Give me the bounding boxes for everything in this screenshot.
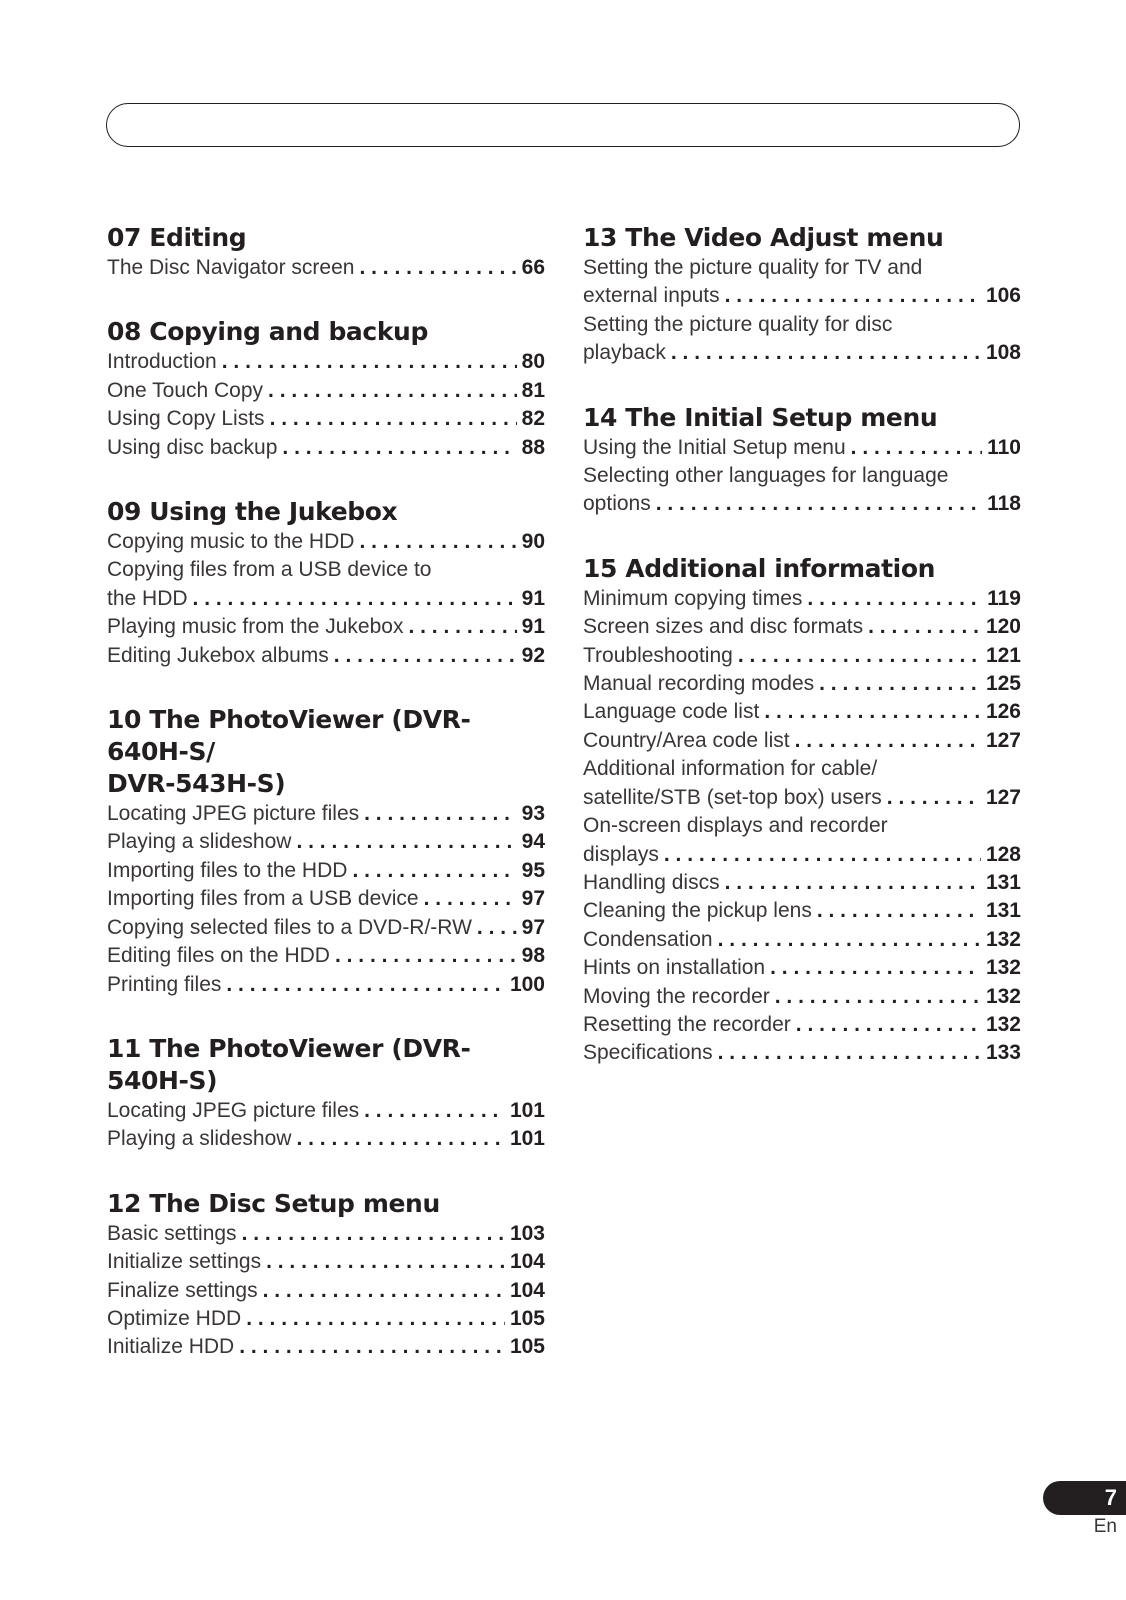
toc-entry-label[interactable]: Copying selected files to a DVD-R/-RW [107,915,472,939]
toc-entry[interactable] [583,1039,1021,1067]
toc-entry-page[interactable]: 94 [521,830,545,854]
toc-entry-page[interactable]: 97 [521,915,545,939]
toc-entry-page[interactable]: 128 [985,842,1021,866]
toc-entry-page[interactable]: 119 [987,586,1021,610]
toc-entry[interactable] [583,282,1021,310]
toc-entry-label[interactable]: Initialize settings [107,1250,262,1274]
toc-entry-page[interactable]: 105 [509,1335,545,1359]
leader-dots [868,613,981,641]
toc-entry-label[interactable]: Editing files on the HDD [107,944,330,968]
leader-dots [424,885,517,913]
leader-dots [359,254,516,282]
section-heading: 14 The Initial Setup menu [583,402,938,432]
leader-dots [725,869,981,897]
toc-section [107,496,545,670]
toc-entry-page[interactable]: 103 [509,1221,545,1245]
leader-dots [671,339,981,367]
header-banner-box [106,103,1020,147]
leader-dots [796,1011,981,1039]
toc-entry-page[interactable]: 97 [521,887,545,911]
leader-dots [851,434,982,462]
leader-dots [270,405,517,433]
toc-entry[interactable] [107,585,545,613]
toc-entry-label[interactable]: the HDD [107,586,188,610]
toc-entry-label[interactable]: Using Copy Lists [107,407,265,431]
toc-entry-lead[interactable]: On-screen displays and recorder [583,814,888,838]
leader-dots [268,377,517,405]
toc-entry-label[interactable]: Editing Jukebox albums [107,643,329,667]
toc-entry-page[interactable]: 133 [985,1041,1021,1065]
toc-entry-label[interactable]: Handling discs [583,870,720,894]
toc-entry-label[interactable]: Manual recording modes [583,672,815,696]
toc-entry[interactable] [107,885,545,913]
toc-entry-label[interactable]: The Disc Navigator screen [107,256,355,279]
toc-entry-label[interactable]: Playing music from the Jukebox [107,615,404,639]
section-heading: 13 The Video Adjust menu [583,223,944,252]
leader-dots [775,983,981,1011]
toc-entry[interactable] [107,434,545,462]
toc-entry-label[interactable]: Moving the recorder [583,984,770,1008]
toc-entry[interactable] [107,942,545,970]
toc-entry[interactable] [107,613,545,641]
toc-entry-label[interactable]: Copying music to the HDD [107,530,355,554]
toc-entry[interactable] [583,784,1021,812]
leader-dots [477,914,517,942]
leader-dots [296,828,516,856]
toc-entry-label[interactable]: Country/Area code list [583,728,790,752]
section-heading: 10 The PhotoViewer (DVR-640H-S/ [107,705,471,767]
toc-entry-page[interactable]: 101 [509,1098,545,1122]
toc-entry[interactable] [107,642,545,670]
toc-section [583,553,1021,1068]
toc-entry[interactable] [107,1248,545,1276]
toc-entry-page[interactable]: 118 [987,492,1021,516]
toc-entry-page[interactable]: 120 [985,615,1021,639]
leader-dots [770,954,981,982]
leader-dots [359,528,516,556]
toc-entry[interactable] [583,926,1021,954]
leader-dots [282,434,516,462]
toc-entry[interactable] [583,897,1021,925]
toc-entry-label[interactable]: Locating JPEG picture files [107,802,360,826]
toc-entry-label[interactable]: One Touch Copy [107,378,264,402]
leader-dots [817,897,981,925]
toc-entry-label[interactable]: Using the Initial Setup menu [583,435,846,459]
toc-entry-page[interactable]: 132 [985,956,1021,980]
toc-entries [107,528,545,670]
toc-entry-page[interactable]: 91 [521,615,545,639]
toc-entry-label[interactable]: playback [583,341,666,365]
section-heading: 07 Editing [107,223,247,252]
toc-entry-page[interactable]: 127 [985,785,1021,809]
toc-entries [107,1097,545,1154]
toc-entry-page[interactable]: 66 [521,256,545,279]
leader-dots [656,490,982,518]
toc-entry-label[interactable]: Troubleshooting [583,643,733,667]
toc-entry[interactable] [107,1097,545,1125]
toc-entry[interactable] [583,434,1021,462]
toc-entry-label[interactable]: Locating JPEG picture files [107,1098,360,1122]
leader-dots [795,727,981,755]
toc-entry-page[interactable]: 92 [521,643,545,667]
leader-dots [263,1277,505,1305]
section-heading: 08 Copying and backup [107,317,428,347]
toc-entry[interactable] [583,954,1021,982]
toc-entry-label[interactable]: Printing files [107,972,222,996]
toc-entry[interactable] [583,869,1021,897]
toc-right-column [583,222,1021,1102]
toc-entry-label[interactable]: Cleaning the pickup lens [583,899,812,923]
toc-entry-page[interactable]: 93 [521,802,545,826]
toc-entry[interactable] [107,254,545,282]
toc-section [107,704,545,999]
toc-entry[interactable] [107,348,545,376]
leader-dots [819,670,981,698]
toc-entry-page[interactable]: 131 [985,870,1021,894]
toc-entry-page[interactable]: 95 [521,858,545,882]
leader-dots [718,926,981,954]
toc-section [107,222,545,282]
toc-entry[interactable] [583,585,1021,613]
toc-entry[interactable] [583,490,1021,518]
toc-entry[interactable] [107,528,545,556]
toc-entry-page[interactable]: 82 [521,407,545,431]
leader-dots [764,698,981,726]
leader-dots [335,942,517,970]
toc-entry-page[interactable]: 104 [509,1278,545,1302]
toc-entries [107,254,545,282]
toc-entry-page[interactable]: 110 [987,435,1021,459]
toc-section [107,1033,545,1154]
toc-entry-label[interactable]: Minimum copying times [583,586,803,610]
page-language: En [1093,1516,1117,1537]
toc-entry[interactable] [107,377,545,405]
toc-section [583,402,1021,519]
leader-dots [352,857,516,885]
toc-entries [107,348,545,462]
toc-entry[interactable] [107,1333,545,1361]
section-heading-line2: DVR-543H-S) [107,769,286,799]
toc-entry-label[interactable]: Using disc backup [107,435,278,459]
toc-entry-label[interactable]: Initialize HDD [107,1335,235,1359]
toc-entry-page[interactable]: 131 [985,899,1021,923]
toc-entry-label[interactable]: Importing files from a USB device [107,887,419,911]
section-heading: 12 The Disc Setup menu [107,1188,440,1218]
toc-entry-page[interactable]: 80 [521,350,545,374]
leader-dots [193,585,517,613]
leader-dots [242,1220,505,1248]
toc-entry[interactable] [583,339,1021,367]
leader-dots [296,1125,505,1153]
toc-entry[interactable] [583,983,1021,1011]
toc-entry-page[interactable]: 125 [985,672,1021,696]
leader-dots [725,282,981,310]
toc-entry-label[interactable]: Language code list [583,700,760,724]
toc-entry-label[interactable]: Resetting the recorder [583,1012,791,1036]
toc-entry[interactable] [583,698,1021,726]
toc-entry[interactable] [107,971,545,999]
section-heading: 11 The PhotoViewer (DVR-540H-S) [107,1033,471,1095]
toc-entry-label[interactable]: Playing a slideshow [107,1127,292,1151]
toc-entry[interactable] [583,1011,1021,1039]
toc-entry[interactable] [583,613,1021,641]
toc-entry-page[interactable]: 126 [985,700,1021,724]
toc-entry-label[interactable]: Hints on installation [583,956,766,980]
leader-dots [246,1305,505,1333]
leader-dots [266,1248,505,1276]
toc-entry[interactable] [107,1220,545,1248]
toc-entry-label[interactable]: Screen sizes and disc formats [583,615,864,639]
toc-entry-page[interactable]: 108 [985,341,1021,365]
toc-entry-page[interactable]: 132 [985,984,1021,1008]
toc-entry[interactable] [107,1305,545,1333]
toc-entry-page[interactable]: 90 [521,530,545,554]
toc-entry-page[interactable]: 98 [521,944,545,968]
toc-entry-page[interactable]: 100 [509,972,545,996]
toc-entry-page[interactable]: 105 [509,1306,545,1330]
toc-entries [107,800,545,999]
leader-dots [738,642,981,670]
toc-section [107,1188,545,1362]
toc-section [583,222,1021,368]
toc-entries [107,1220,545,1362]
leader-dots [887,784,981,812]
toc-entry[interactable] [583,841,1021,869]
toc-entry[interactable] [107,914,545,942]
toc-entry-page[interactable]: 132 [985,927,1021,951]
toc-entry-lead[interactable]: Selecting other languages for language [583,464,949,488]
leader-dots [364,800,517,828]
leader-dots [807,585,982,613]
toc-entry[interactable] [107,828,545,856]
toc-entry-page[interactable]: 127 [985,728,1021,752]
toc-entry[interactable] [583,642,1021,670]
toc-entry-page[interactable]: 81 [521,378,545,402]
toc-entry[interactable] [107,857,545,885]
toc-entry-page[interactable]: 104 [509,1250,545,1274]
leader-dots [239,1333,505,1361]
leader-dots [664,841,981,869]
toc-entry-label[interactable]: Optimize HDD [107,1306,242,1330]
toc-left-column [107,222,545,1396]
toc-entry-lead[interactable]: Setting the picture quality for disc [583,312,893,336]
toc-entry-page[interactable]: 91 [521,586,545,610]
toc-entry-lead[interactable]: Additional information for cable/ [583,757,878,781]
toc-entry[interactable] [107,1125,545,1153]
toc-entry-label[interactable]: Basic settings [107,1221,237,1245]
toc-entry-label[interactable]: Finalize settings [107,1278,258,1302]
toc-entry-page[interactable]: 121 [985,643,1021,667]
section-heading: 15 Additional information [583,553,935,583]
toc-entry-label[interactable]: Specifications [583,1041,713,1065]
toc-section [107,316,545,462]
toc-entry[interactable] [107,1277,545,1305]
leader-dots [364,1097,505,1125]
toc-entry-label[interactable]: Playing a slideshow [107,830,292,854]
toc-entry-label[interactable]: satellite/STB (set-top box) users [583,785,882,809]
leader-dots [226,971,505,999]
toc-entry-page[interactable]: 132 [985,1012,1021,1036]
toc-entries [583,434,1021,519]
section-heading: 09 Using the Jukebox [107,497,398,527]
leader-dots [718,1039,981,1067]
leader-dots [222,348,517,376]
toc-entry-page[interactable]: 88 [521,435,545,459]
toc-entry[interactable] [107,800,545,828]
toc-entry-label[interactable]: options [583,492,651,516]
toc-entries [583,254,1021,368]
toc-entry-label[interactable]: Condensation [583,927,713,951]
toc-entry-label[interactable]: displays [583,842,659,866]
toc-entry[interactable] [107,405,545,433]
page-number: 7 [1104,1485,1117,1510]
toc-entry-lead[interactable]: Setting the picture quality for TV and [583,256,923,279]
toc-entry[interactable] [583,670,1021,698]
toc-entry-page[interactable]: 106 [985,284,1021,308]
toc-entry[interactable] [583,727,1021,755]
toc-entry-label[interactable]: Importing files to the HDD [107,858,348,882]
toc-entry-label[interactable]: Introduction [107,350,217,374]
leader-dots [408,613,516,641]
toc-entry-page[interactable]: 101 [509,1127,545,1151]
toc-entry-label[interactable]: external inputs [583,284,720,308]
toc-entries [583,585,1021,1068]
leader-dots [334,642,517,670]
toc-entry-lead[interactable]: Copying files from a USB device to [107,558,432,582]
